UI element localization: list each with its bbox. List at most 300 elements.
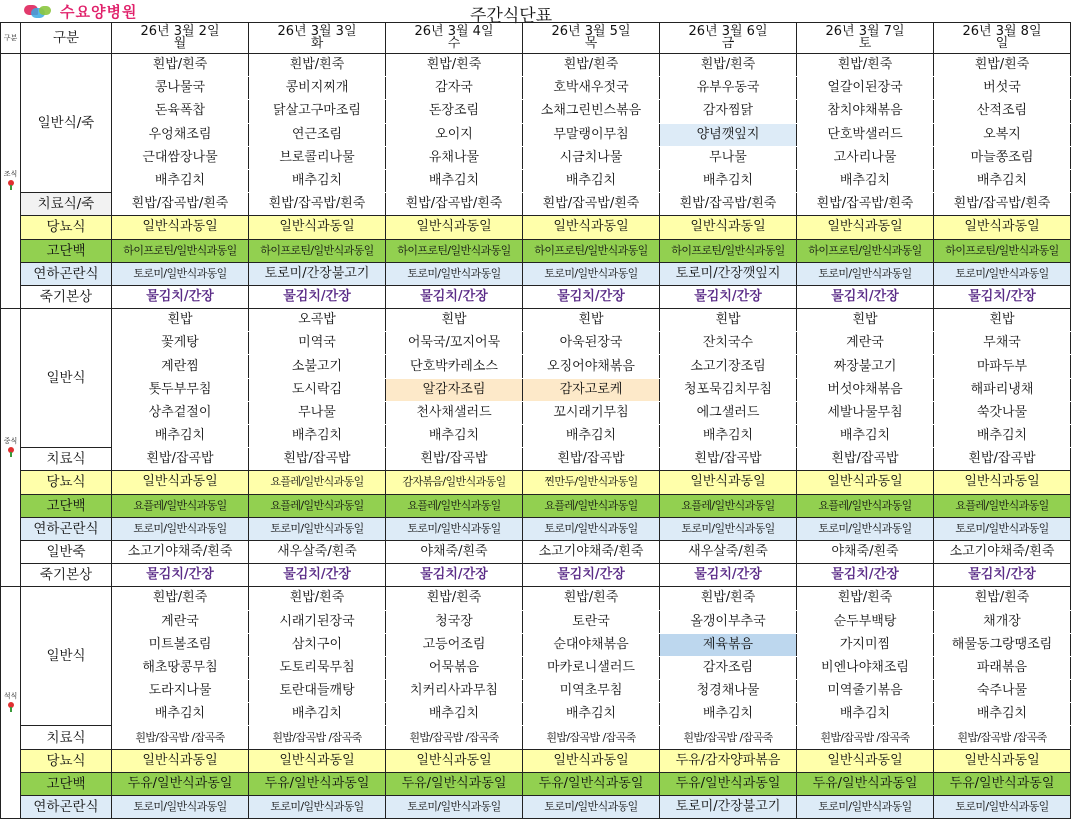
- menu-item: 버섯야채볶음: [797, 378, 934, 401]
- menu-item: 양념깻잎지: [660, 123, 797, 146]
- weekly-menu-table: [0, 22, 1071, 819]
- lunch-porridge-row: [1, 564, 1071, 587]
- porridge-item: 물김치/간장: [249, 285, 386, 308]
- porridge-item: 물김치/간장: [112, 285, 249, 308]
- protein-item: 요플레/일반식과동일: [797, 494, 934, 517]
- lunch-therapeutic-row: [1, 448, 1071, 471]
- diabetic-item: 감자볶음/일반식과동일: [386, 471, 523, 494]
- lunch-dysphagia-label: 연하곤란식: [21, 517, 112, 540]
- menu-item: 치커리사과무침: [386, 680, 523, 703]
- menu-item: 어묵국/꼬지어묵: [386, 332, 523, 355]
- diabetic-item: 일반식과동일: [934, 749, 1071, 772]
- menu-item: 흰밥/흰죽: [249, 54, 386, 77]
- dinner-diabetic-label: 당뇨식: [21, 749, 112, 772]
- lunch-porridge-label: 죽기본상: [21, 564, 112, 587]
- day-name: 수: [447, 36, 461, 51]
- menu-item: 토란대들깨탕: [249, 680, 386, 703]
- protein-item: 하이프로틴/일반식과동일: [249, 239, 386, 262]
- menu-item: 연근조림: [249, 123, 386, 146]
- menu-item: 닭살고구마조림: [249, 100, 386, 123]
- menu-item: 톳두부무침: [112, 378, 249, 401]
- protein-item: 두유/일반식과동일: [660, 772, 797, 795]
- breakfast-protein-row: [1, 239, 1071, 262]
- breakfast-protein-label: 고단백: [21, 239, 112, 262]
- breakfast-meal-label: [1, 54, 21, 309]
- menu-item: 콩나물국: [112, 77, 249, 100]
- dysphagia-item: 토로미/간장불고기: [249, 262, 386, 285]
- diabetic-item: 찐만두/일반식과동일: [523, 471, 660, 494]
- menu-item: 유채나물: [386, 146, 523, 169]
- therapeutic-item: 흰밥/잡곡밥/흰죽: [523, 193, 660, 216]
- day-date: 26년 3월 4일: [414, 24, 494, 39]
- porridge_regular-item: 새우살죽/흰죽: [249, 540, 386, 563]
- menu-item: 산적조림: [934, 100, 1071, 123]
- dinner-regular-row: [1, 633, 1071, 656]
- dysphagia-item: 토로미/일반식과동일: [112, 262, 249, 285]
- menu-item: 청국장: [386, 610, 523, 633]
- menu-item: 시금치나물: [523, 146, 660, 169]
- diabetic-item: 요플레/일반식과동일: [249, 471, 386, 494]
- menu-item: 오징어야채볶음: [523, 355, 660, 378]
- porridge_regular-item: 야채죽/흰죽: [797, 540, 934, 563]
- menu-item: 짜장불고기: [797, 355, 934, 378]
- menu-item: 청경채나물: [660, 680, 797, 703]
- day-date: 26년 3월 5일: [551, 24, 631, 39]
- dysphagia-item: 토로미/간장깻잎지: [660, 262, 797, 285]
- therapeutic-item: 흰밥/잡곡밥 /잡곡죽: [934, 726, 1071, 749]
- menu-item: 가지미찜: [797, 633, 934, 656]
- therapeutic-item: 흰밥/잡곡밥: [112, 448, 249, 471]
- breakfast-regular-row: [1, 54, 1071, 77]
- logo-icon: [22, 3, 58, 19]
- protein-item: 하이프로틴/일반식과동일: [112, 239, 249, 262]
- therapeutic-item: 흰밥/잡곡밥: [386, 448, 523, 471]
- menu-item: 브로콜리나물: [249, 146, 386, 169]
- menu-item: 마파두부: [934, 355, 1071, 378]
- lunch-regular-row: [1, 309, 1071, 332]
- menu-item: 오이지: [386, 123, 523, 146]
- day-name: 일: [995, 36, 1009, 51]
- porridge-item: 물김치/간장: [934, 285, 1071, 308]
- day-date: 26년 3월 2일: [140, 24, 220, 39]
- protein-item: 두유/일반식과동일: [386, 772, 523, 795]
- menu-item: 흰밥/흰죽: [112, 54, 249, 77]
- breakfast-dysphagia-label: 연하곤란식: [21, 262, 112, 285]
- menu-item: 돈육폭찹: [112, 100, 249, 123]
- protein-item: 요플레/일반식과동일: [112, 494, 249, 517]
- protein-item: 요플레/일반식과동일: [386, 494, 523, 517]
- menu-item: 마카로니샐러드: [523, 656, 660, 679]
- day-header: [797, 23, 934, 54]
- therapeutic-item: 흰밥/잡곡밥/흰죽: [386, 193, 523, 216]
- menu-item: 감자찜닭: [660, 100, 797, 123]
- protein-item: 하이프로틴/일반식과동일: [386, 239, 523, 262]
- therapeutic-item: 흰밥/잡곡밥: [797, 448, 934, 471]
- porridge-item: 물김치/간장: [660, 285, 797, 308]
- diabetic-item: 일반식과동일: [386, 749, 523, 772]
- breakfast-porridge-row: [1, 285, 1071, 308]
- lunch-diabetic-label: 당뇨식: [21, 471, 112, 494]
- menu-item: 알감자조림: [386, 378, 523, 401]
- breakfast-regular-row: [1, 77, 1071, 100]
- day-date: 26년 3월 6일: [688, 24, 768, 39]
- dysphagia-item: 토로미/일반식과동일: [386, 517, 523, 540]
- dinner-protein-row: [1, 772, 1071, 795]
- hospital-name: 수요양병원: [60, 2, 138, 21]
- day-name: 금: [721, 36, 735, 51]
- menu-item: 무나물: [249, 401, 386, 424]
- flower-icon: [7, 447, 15, 457]
- diabetic-item: 일반식과동일: [660, 471, 797, 494]
- menu-item: 고사리나물: [797, 146, 934, 169]
- dysphagia-item: 토로미/일반식과동일: [934, 517, 1071, 540]
- menu-item: 해초땅콩무침: [112, 656, 249, 679]
- menu-item: 시래기된장국: [249, 610, 386, 633]
- dinner-regular-row: [1, 680, 1071, 703]
- menu-item: 단호박카레소스: [386, 355, 523, 378]
- menu-item: 얼갈이된장국: [797, 77, 934, 100]
- lunch-porridge_regular-label: 일반죽: [21, 540, 112, 563]
- dinner-diabetic-row: [1, 749, 1071, 772]
- dysphagia-item: 토로미/일반식과동일: [249, 796, 386, 819]
- therapeutic-item: 흰밥/잡곡밥 /잡곡죽: [523, 726, 660, 749]
- menu-item: 무말랭이무침: [523, 123, 660, 146]
- protein-item: 두유/일반식과동일: [249, 772, 386, 795]
- lunch-meal-label: [1, 309, 21, 587]
- breakfast-diabetic-row: [1, 216, 1071, 239]
- dysphagia-item: 토로미/일반식과동일: [934, 262, 1071, 285]
- menu-item: 배추김치: [523, 169, 660, 192]
- therapeutic-item: 흰밥/잡곡밥: [523, 448, 660, 471]
- protein-item: 하이프로틴/일반식과동일: [934, 239, 1071, 262]
- day-name: 화: [310, 36, 324, 51]
- category-header: 구분: [21, 23, 112, 54]
- menu-item: 세발나물무침: [797, 401, 934, 424]
- dysphagia-item: 토로미/일반식과동일: [112, 796, 249, 819]
- menu-item: 감자고로케: [523, 378, 660, 401]
- menu-item: 흰밥: [660, 309, 797, 332]
- menu-item: 흰밥/흰죽: [249, 587, 386, 610]
- menu-item: 배추김치: [249, 425, 386, 448]
- breakfast-diabetic-label: 당뇨식: [21, 216, 112, 239]
- menu-item: 마늘쫑조림: [934, 146, 1071, 169]
- protein-item: 하이프로틴/일반식과동일: [797, 239, 934, 262]
- breakfast-porridge-label: 죽기본상: [21, 285, 112, 308]
- header-row: [1, 23, 1071, 54]
- menu-item: 단호박샐러드: [797, 123, 934, 146]
- breakfast-therapeutic-row: [1, 193, 1071, 216]
- therapeutic-item: 흰밥/잡곡밥/흰죽: [112, 193, 249, 216]
- menu-item: 흰밥/흰죽: [386, 54, 523, 77]
- menu-item: 흰밥/흰죽: [797, 54, 934, 77]
- menu-item: 꼬시래기무침: [523, 401, 660, 424]
- dysphagia-item: 토로미/일반식과동일: [112, 517, 249, 540]
- day-header: [660, 23, 797, 54]
- therapeutic-item: 흰밥/잡곡밥/흰죽: [660, 193, 797, 216]
- menu-item: 올갱이부추국: [660, 610, 797, 633]
- menu-item: 흰밥/흰죽: [112, 587, 249, 610]
- therapeutic-item: 흰밥/잡곡밥: [660, 448, 797, 471]
- diabetic-item: 일반식과동일: [249, 216, 386, 239]
- menu-item: 배추김치: [660, 703, 797, 726]
- menu-item: 배추김치: [386, 169, 523, 192]
- menu-item: 흰밥: [797, 309, 934, 332]
- menu-item: 소채그린빈스볶음: [523, 100, 660, 123]
- menu-item: 순대야채볶음: [523, 633, 660, 656]
- diabetic-item: 일반식과동일: [934, 471, 1071, 494]
- menu-item: 청포묵김치무침: [660, 378, 797, 401]
- lunch-diabetic-row: [1, 471, 1071, 494]
- menu-item: 계란찜: [112, 355, 249, 378]
- porridge_regular-item: 야채죽/흰죽: [386, 540, 523, 563]
- menu-item: 미트볼조림: [112, 633, 249, 656]
- menu-item: 미역줄기볶음: [797, 680, 934, 703]
- breakfast-regular-row: [1, 146, 1071, 169]
- menu-item: 무채국: [934, 332, 1071, 355]
- menu-item: 토란국: [523, 610, 660, 633]
- lunch-protein-label: 고단백: [21, 494, 112, 517]
- lunch-regular-row: [1, 401, 1071, 424]
- menu-item: 해물동그랑땡조림: [934, 633, 1071, 656]
- lunch-meal-name: 중식: [3, 436, 18, 445]
- menu-item: 돈장조림: [386, 100, 523, 123]
- menu-item: 배추김치: [660, 169, 797, 192]
- menu-item: 숙주나물: [934, 680, 1071, 703]
- hospital-logo: [22, 2, 137, 20]
- menu-item: 비엔나야채조림: [797, 656, 934, 679]
- page-title: 주간식단표: [470, 6, 553, 26]
- menu-item: 도시락김: [249, 378, 386, 401]
- menu-item: 배추김치: [523, 425, 660, 448]
- corner-label: 구분: [1, 23, 21, 54]
- protein-item: 하이프로틴/일반식과동일: [660, 239, 797, 262]
- menu-item: 배추김치: [112, 169, 249, 192]
- dysphagia-item: 토로미/일반식과동일: [523, 262, 660, 285]
- therapeutic-item: 흰밥/잡곡밥 /잡곡죽: [112, 726, 249, 749]
- menu-item: 배추김치: [249, 169, 386, 192]
- menu-item: 제육볶음: [660, 633, 797, 656]
- porridge_regular-item: 소고기야채죽/흰죽: [934, 540, 1071, 563]
- diabetic-item: 일반식과동일: [797, 216, 934, 239]
- lunch-dysphagia-row: [1, 517, 1071, 540]
- menu-item: 흰밥/흰죽: [523, 587, 660, 610]
- diabetic-item: 일반식과동일: [660, 216, 797, 239]
- dysphagia-item: 토로미/일반식과동일: [797, 796, 934, 819]
- porridge-item: 물김치/간장: [660, 564, 797, 587]
- dinner-protein-label: 고단백: [21, 772, 112, 795]
- lunch-regular-row: [1, 378, 1071, 401]
- dinner-regular-row: [1, 587, 1071, 610]
- menu-item: 버섯국: [934, 77, 1071, 100]
- dysphagia-item: 토로미/간장불고기: [660, 796, 797, 819]
- menu-item: 잔치국수: [660, 332, 797, 355]
- menu-item: 호박새우젓국: [523, 77, 660, 100]
- menu-item: 상추겉절이: [112, 401, 249, 424]
- porridge-item: 물김치/간장: [934, 564, 1071, 587]
- menu-item: 쑥갓나물: [934, 401, 1071, 424]
- therapeutic-item: 흰밥/잡곡밥 /잡곡죽: [386, 726, 523, 749]
- menu-item: 해파리냉채: [934, 378, 1071, 401]
- menu-item: 배추김치: [386, 703, 523, 726]
- flower-icon: [7, 180, 15, 190]
- porridge-item: 물김치/간장: [386, 564, 523, 587]
- header: [0, 0, 1074, 26]
- menu-item: 배추김치: [934, 169, 1071, 192]
- protein-item: 두유/일반식과동일: [523, 772, 660, 795]
- dysphagia-item: 토로미/일반식과동일: [660, 517, 797, 540]
- therapeutic-item: 흰밥/잡곡밥/흰죽: [934, 193, 1071, 216]
- menu-item: 흰밥/흰죽: [797, 587, 934, 610]
- diabetic-item: 일반식과동일: [797, 471, 934, 494]
- protein-item: 두유/일반식과동일: [934, 772, 1071, 795]
- diabetic-item: 일반식과동일: [797, 749, 934, 772]
- lunch-protein-row: [1, 494, 1071, 517]
- menu-item: 배추김치: [112, 703, 249, 726]
- menu-item: 감자조림: [660, 656, 797, 679]
- dysphagia-item: 토로미/일반식과동일: [386, 796, 523, 819]
- breakfast-dysphagia-row: [1, 262, 1071, 285]
- day-header: [386, 23, 523, 54]
- therapeutic-item: 흰밥/잡곡밥/흰죽: [249, 193, 386, 216]
- porridge-item: 물김치/간장: [797, 564, 934, 587]
- protein-item: 요플레/일반식과동일: [660, 494, 797, 517]
- dinner-therapeutic-row: [1, 726, 1071, 749]
- therapeutic-item: 흰밥/잡곡밥: [249, 448, 386, 471]
- dinner-regular-label: 일반식: [21, 587, 112, 726]
- menu-item: 순두부백탕: [797, 610, 934, 633]
- porridge_regular-item: 소고기야채죽/흰죽: [112, 540, 249, 563]
- menu-item: 참치야채볶음: [797, 100, 934, 123]
- porridge-item: 물김치/간장: [112, 564, 249, 587]
- menu-item: 유부우동국: [660, 77, 797, 100]
- breakfast-regular-row: [1, 169, 1071, 192]
- menu-item: 배추김치: [112, 425, 249, 448]
- menu-item: 배추김치: [797, 703, 934, 726]
- dysphagia-item: 토로미/일반식과동일: [523, 517, 660, 540]
- menu-item: 소불고기: [249, 355, 386, 378]
- lunch-regular-row: [1, 332, 1071, 355]
- menu-item: 미역초무침: [523, 680, 660, 703]
- dinner-meal-label: [1, 587, 21, 819]
- diabetic-item: 일반식과동일: [386, 216, 523, 239]
- menu-item: 고등어조림: [386, 633, 523, 656]
- menu-item: 채개장: [934, 610, 1071, 633]
- dysphagia-item: 토로미/일반식과동일: [249, 517, 386, 540]
- day-header: [249, 23, 386, 54]
- dysphagia-item: 토로미/일반식과동일: [386, 262, 523, 285]
- lunch-regular-label: 일반식: [21, 309, 112, 448]
- day-date: 26년 3월 8일: [962, 24, 1042, 39]
- menu-item: 배추김치: [934, 425, 1071, 448]
- diabetic-item: 일반식과동일: [112, 471, 249, 494]
- diabetic-item: 일반식과동일: [112, 749, 249, 772]
- therapeutic-item: 흰밥/잡곡밥 /잡곡죽: [797, 726, 934, 749]
- day-date: 26년 3월 3일: [277, 24, 357, 39]
- menu-item: 에그샐러드: [660, 401, 797, 424]
- porridge_regular-item: 소고기야채죽/흰죽: [523, 540, 660, 563]
- therapeutic-item: 흰밥/잡곡밥: [934, 448, 1071, 471]
- menu-item: 꽃게탕: [112, 332, 249, 355]
- diabetic-item: 일반식과동일: [523, 749, 660, 772]
- menu-item: 배추김치: [249, 703, 386, 726]
- lunch-regular-row: [1, 355, 1071, 378]
- breakfast-regular-row: [1, 123, 1071, 146]
- protein-item: 요플레/일반식과동일: [523, 494, 660, 517]
- protein-item: 두유/일반식과동일: [112, 772, 249, 795]
- menu-item: 우엉채조림: [112, 123, 249, 146]
- therapeutic-item: 흰밥/잡곡밥 /잡곡죽: [249, 726, 386, 749]
- day-header: [523, 23, 660, 54]
- breakfast-regular-label: 일반식/죽: [21, 54, 112, 193]
- menu-item: 아욱된장국: [523, 332, 660, 355]
- dinner-dysphagia-label: 연하곤란식: [21, 796, 112, 819]
- menu-item: 오복지: [934, 123, 1071, 146]
- therapeutic-item: 흰밥/잡곡밥/흰죽: [797, 193, 934, 216]
- dysphagia-item: 토로미/일반식과동일: [797, 262, 934, 285]
- menu-item: 감자국: [386, 77, 523, 100]
- dysphagia-item: 토로미/일반식과동일: [523, 796, 660, 819]
- menu-item: 흰밥: [386, 309, 523, 332]
- dinner-therapeutic-label: 치료식: [21, 726, 112, 749]
- dinner-meal-name: 석식: [3, 691, 18, 700]
- dinner-dysphagia-row: [1, 796, 1071, 819]
- menu-item: 흰밥/흰죽: [660, 54, 797, 77]
- menu-item: 배추김치: [523, 703, 660, 726]
- porridge_regular-item: 새우살죽/흰죽: [660, 540, 797, 563]
- menu-item: 도토리묵무침: [249, 656, 386, 679]
- lunch-regular-row: [1, 425, 1071, 448]
- breakfast-therapeutic-label: 치료식/죽: [21, 193, 112, 216]
- protein-item: 하이프로틴/일반식과동일: [523, 239, 660, 262]
- diabetic-item: 일반식과동일: [934, 216, 1071, 239]
- day-header: [934, 23, 1071, 54]
- menu-item: 오곡밥: [249, 309, 386, 332]
- porridge-item: 물김치/간장: [386, 285, 523, 308]
- day-date: 26년 3월 7일: [825, 24, 905, 39]
- dinner-regular-row: [1, 703, 1071, 726]
- day-name: 토: [858, 36, 872, 51]
- dysphagia-item: 토로미/일반식과동일: [797, 517, 934, 540]
- menu-item: 계란국: [797, 332, 934, 355]
- day-name: 목: [584, 36, 598, 51]
- menu-item: 배추김치: [934, 703, 1071, 726]
- menu-item: 흰밥/흰죽: [386, 587, 523, 610]
- dinner-regular-row: [1, 656, 1071, 679]
- menu-item: 흰밥: [523, 309, 660, 332]
- menu-item: 흰밥/흰죽: [934, 587, 1071, 610]
- menu-item: 삼치구이: [249, 633, 386, 656]
- day-name: 월: [173, 36, 187, 51]
- menu-item: 흰밥: [112, 309, 249, 332]
- breakfast-meal-name: 조식: [3, 170, 18, 179]
- menu-item: 도라지나물: [112, 680, 249, 703]
- menu-item: 소고기장조림: [660, 355, 797, 378]
- menu-item: 파래볶음: [934, 656, 1071, 679]
- menu-item: 흰밥/흰죽: [934, 54, 1071, 77]
- menu-item: 천사채샐러드: [386, 401, 523, 424]
- menu-item: 흰밥: [934, 309, 1071, 332]
- diabetic-item: 일반식과동일: [523, 216, 660, 239]
- protein-item: 두유/일반식과동일: [797, 772, 934, 795]
- protein-item: 요플레/일반식과동일: [249, 494, 386, 517]
- menu-item: 흰밥/흰죽: [660, 587, 797, 610]
- lunch-porridge_regular-row: [1, 540, 1071, 563]
- day-header: [112, 23, 249, 54]
- menu-item: 미역국: [249, 332, 386, 355]
- diabetic-item: 일반식과동일: [112, 216, 249, 239]
- menu-item: 배추김치: [660, 425, 797, 448]
- dinner-regular-row: [1, 610, 1071, 633]
